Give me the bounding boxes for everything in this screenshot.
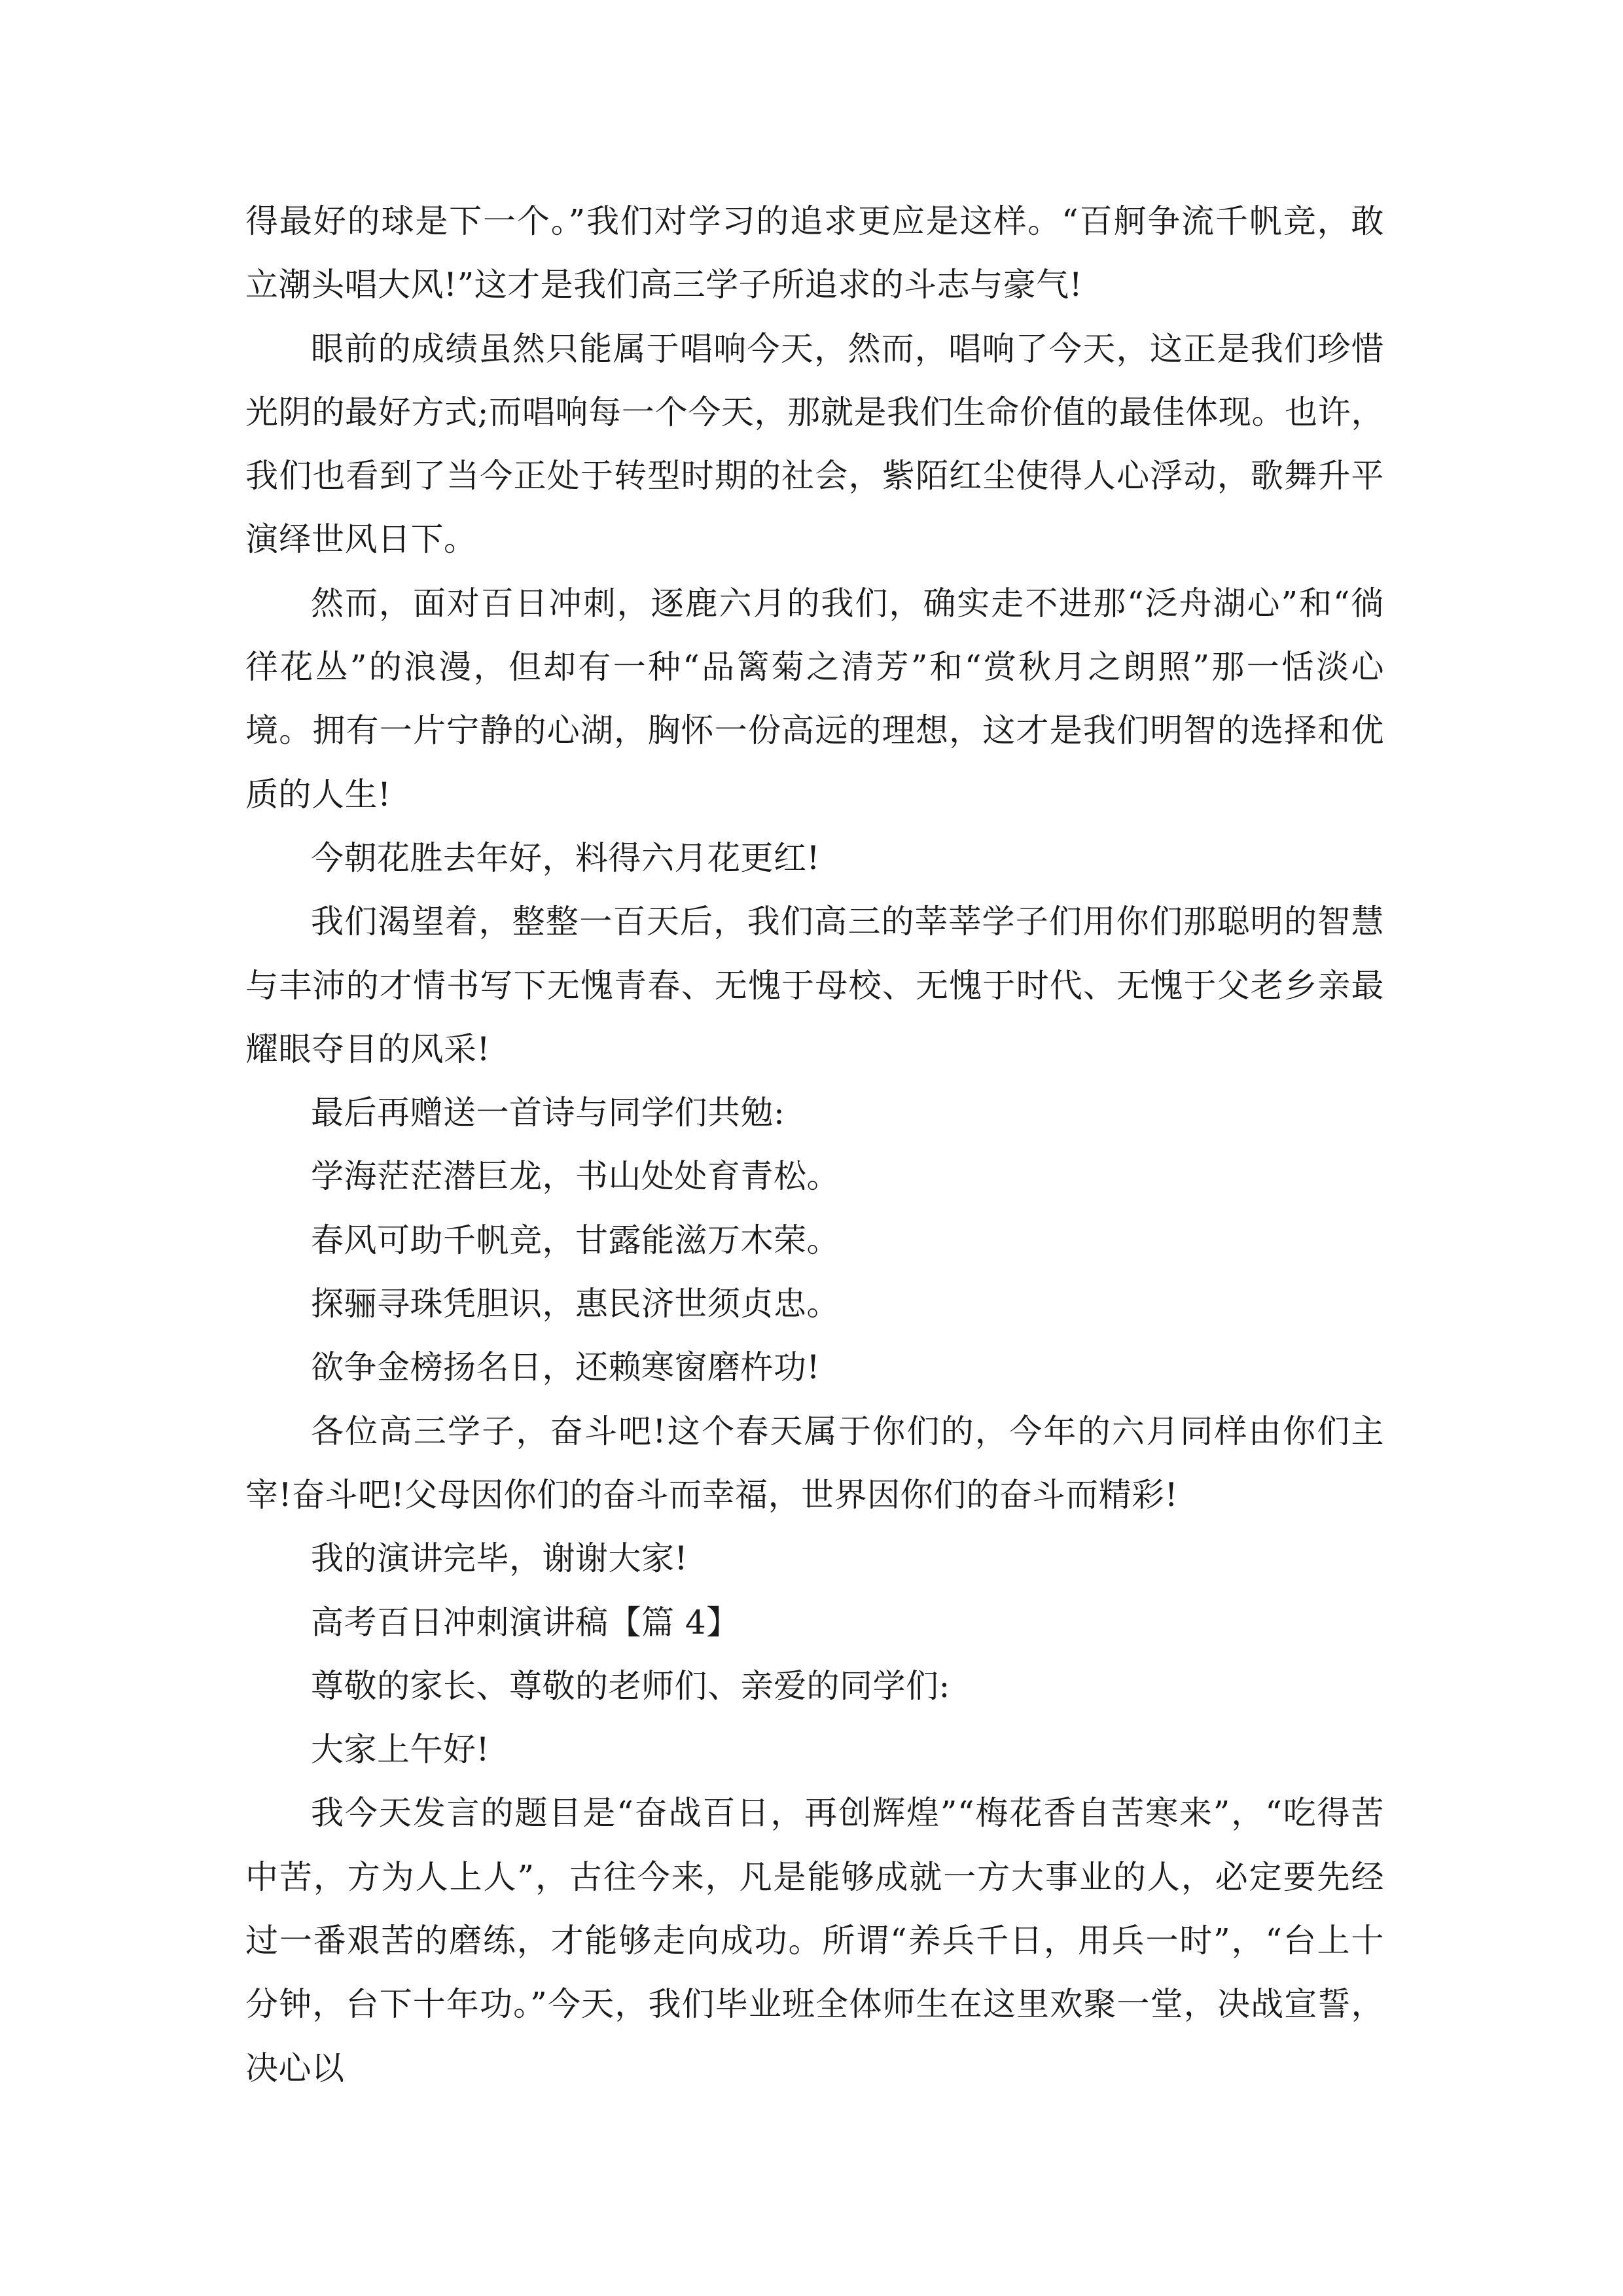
poem-line-4: 欲争金榜扬名日，还赖寒窗磨杵功! <box>311 1348 821 1387</box>
paragraph-poem-intro: 最后再赠送一首诗与同学们共勉: <box>311 1094 785 1132</box>
paragraph-encouragement: 各位高三学子，奋斗吧!这个春天属于你们的，今年的六月同样由你们主宰!奋斗吧!父母因你们的奋斗而幸福，世界因你们的奋斗而精彩! <box>245 1412 1384 1514</box>
speech-text-body <box>245 190 1384 2100</box>
paragraph-salutation: 尊敬的家长、尊敬的老师们、亲爱的同学们: <box>311 1666 950 1705</box>
paragraph-greeting: 大家上午好! <box>311 1731 490 1769</box>
poem-line-2: 春风可助千帆竞，甘露能滋万木荣。 <box>311 1221 840 1259</box>
paragraph-flowers-line: 今朝花胜去年好，料得六月花更红! <box>311 838 821 877</box>
paragraph-closing: 我的演讲完毕，谢谢大家! <box>311 1539 688 1578</box>
paragraph-aspiration: 我们渴望着，整整一百天后，我们高三的莘莘学子们用你们那聪明的智慧与丰沛的才情书写下无愧青春、无愧于母校、无愧于时代、无愧于父老乡亲最耀眼夺目的风采! <box>245 903 1384 1068</box>
poem-line-3: 探骊寻珠凭胆识，惠民济世须贞忠。 <box>311 1285 840 1323</box>
paragraph-hundred-day-sprint: 然而，面对百日冲刺，逐鹿六月的我们，确实走不进那“泛舟湖心”和“徜徉花丛”的浪漫，但却有一种“品篱菊之清芳”和“赏秋月之朗照”那一恬淡心境。拥有一片宁静的心湖，胸怀一份高远的理想，这才是我们明智的选择和优质的人生! <box>245 584 1384 814</box>
paragraph-present-achievement: 眼前的成绩虽然只能属于唱响今天，然而，唱响了今天，这正是我们珍惜光阴的最好方式;而唱响每一个今天，那就是我们生命价值的最佳体现。也许，我们也看到了当今正处于转型时期的社会，紫陌红尘使得人心浮动，歌舞升平演绎世风日下。 <box>245 329 1384 559</box>
section-heading-part-4: 高考百日冲刺演讲稿【篇 4】 <box>311 1603 740 1641</box>
paragraph-continuation: 得最好的球是下一个。”我们对学习的追求更应是这样。“百舸争流千帆竞，敢立潮头唱大风!”这才是我们高三学子所追求的斗志与豪气! <box>245 202 1384 304</box>
paragraph-speech-topic: 我今天发言的题目是“奋战百日，再创辉煌”“梅花香自苦寒来”，“吃得苦中苦，方为人上人”，古往今来，凡是能够成就一方大事业的人，必定要先经过一番艰苦的磨练，才能够走向成功。所谓“养兵千日，用兵一时”，“台上十分钟，台下十年功。”今天，我们毕业班全体师生在这里欢聚一堂，决战宣誓，决心以 <box>245 1794 1384 2087</box>
poem-line-1: 学海茫茫潜巨龙，书山处处育青松。 <box>311 1157 840 1196</box>
